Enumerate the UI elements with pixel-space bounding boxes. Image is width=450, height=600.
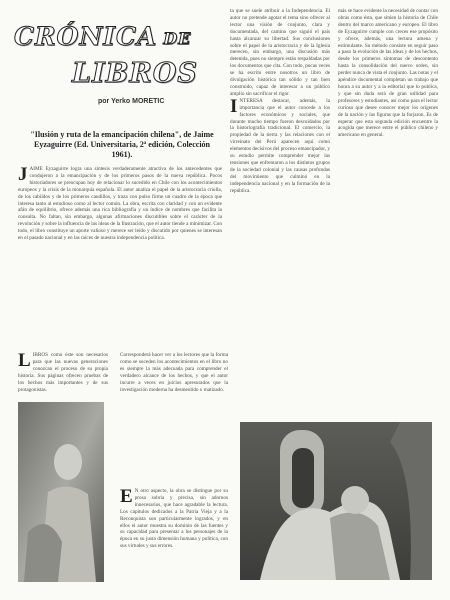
right-a-text-b: NTERESA destacar, además, la importancia que el autor concede a los factores económicos y sociales, que durante mucho tiempo fueron descuidados por la historiografía tradicional. El comercio, la propiedad de la tierra y las relaciones con el virreinato del Perú aparecen aquí como elementos decisivos del proceso emancipador, y su estudio permite comprender mejor las tensiones que enfrentaron a los distintos grupos de la sociedad colonial y las causas profundas del movimiento que culminó en la independencia nacional y en la formación de la república. [230,97,330,194]
middle-dropcap: E [120,488,133,507]
right-b-text: más se hace evidente la necesidad de contar con obras como ésta, que sitúen la historia de Chile dentro del marco americano y europeo. El libro de Eyzaguirre cumple con creces ese propósito y ofrece, además, una lectura amena y estimulante. Su método consiste en seguir paso a paso la evolución de las ideas y de los hechos, desde los primeros síntomas de descontento hasta la consolidación del nuevo orden, sin perder nunca de vista el conjunto. Las notas y el apéndice documental completan un trabajo que honra a su autor y a la editorial que lo publica, y que sin duda será de gran utilidad para profesores y estudiantes, así como para el lector curioso que desee conocer mejor los orígenes de la nación y las figuras que la forjaron. Es de esperar que esta segunda edición encuentre la acogida que merece entre el público chileno y americano en general. [338,8,438,139]
intro-paragraph [18,166,222,380]
masthead-line2: LIBROS [72,58,198,89]
column-right-b [338,8,438,406]
statue-photo [240,422,432,580]
column-middle-bottom-a [120,352,228,480]
masthead-line1: CRÓNICA DE [14,22,192,51]
left-bottom-text: IBROS como éste son necesarios para que las nuevas generaciones conozcan el proceso de su propia historia. Sus páginas ofrecen pruebas de los hechos más importantes y de sus protagonistas. [18,352,108,393]
intro-dropcap: J [18,166,28,185]
figure-photo-graphic [18,402,104,582]
book-title: "Ilusión y ruta de la emancipación chilena", de Jaime Eyzaguirre (Ed. Universitaria, 2ª edición, Colección 1961). [30,130,214,159]
byline: por Yerko MORETIC [98,98,165,105]
statue-photo-graphic [240,422,432,580]
column-right-a [230,8,330,406]
column-left-bottom [18,352,108,400]
intro-text: AIME Eyzaguirre logra una síntesis verdaderamente atractiva de los antecedentes que condujeron a la emancipación y de los primeros pasos de la nueva república. Pocos historiadores se preocupan hoy de relacionar lo sucedido en Chile con los acontecimientos europeos y la crisis de la monarquía española. El autor analiza el papel de la aristocracia criolla, de los cabildos y de los primeros caudillos, y traza con pulso firme un cuadro de la época que interesa tanto al estudioso como al lector común. La obra, escrita con claridad y con un evidente afán de equilibrio, ofrece además una rica bibliografía y un índice de nombres que facilita la consulta. No faltan, sin embargo, algunas afirmaciones discutibles sobre el carácter de la revolución y sobre la influencia de las ideas de la Ilustración, que el autor tiende a minimizar. Con todo, el libro constituye un aporte valioso y merece ser leído y discutido por quienes se interesan en el pasado nacional y en las raíces de nuestra independencia política. [18,166,222,242]
masthead [14,22,198,92]
left-dropcap: L [18,352,31,371]
middle-bottom-text-a: Corresponderá hacer ver a los lectores que la forma como se suceden los acontecimientos en el libro no es siempre la más adecuada para comprender el verdadero alcance de los hechos, y que el autor incurre a veces en juicios apresurados que la investigación moderna ha desmentido o matizado. [120,352,228,393]
figure-photo [18,402,104,582]
middle-bottom-text-b: N otro aspecto, la obra se distingue por su prosa sobria y precisa, sin adornos innecesarios, que hace agradable la lectura. Los capítulos dedicados a la Patria Vieja y a la Reconquista son particularmente logrados, y en ellos el autor muestra su dominio de las fuentes y su capacidad para presentar a los personajes de la época en su justa dimensión humana y política, con sus virtudes y sus errores. [120,488,228,550]
right-a-text: ta que se suele atribuir a la Independencia. El autor no pretende agotar el tema sino ofrecer al lector una visión de conjunto, clara y documentada, del camino que siguió el país hasta alcanzar su libertad. Sus conclusiones sobre el papel de la aristocracia y de la Iglesia merecen, sin embargo, una discusión más detenida, pues no siempre están respaldadas por los documentos que cita. Con todo, pocas veces se ha escrito entre nosotros un libro de divulgación histórica tan sólido y tan bien construido, capaz de interesar a un público amplio sin sacrificar el rigor. [230,8,330,97]
right-a-dropcap: I [230,95,238,117]
column-middle-bottom-b [120,488,228,588]
masthead-de: DE [163,29,192,48]
